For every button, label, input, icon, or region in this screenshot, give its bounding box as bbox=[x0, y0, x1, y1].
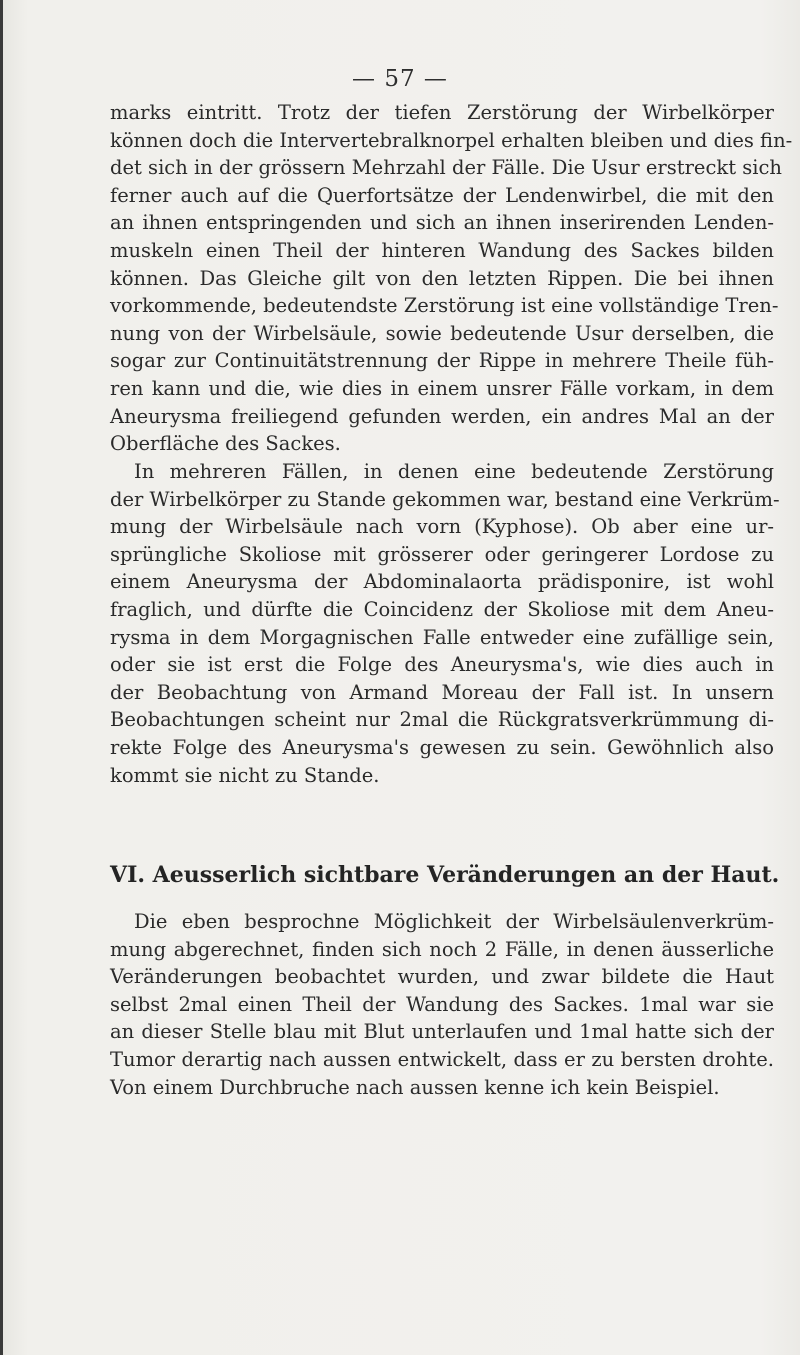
text-line: vorkommende, bedeutendste Zerstörung ist eine vollständige Tren- bbox=[110, 294, 779, 318]
section-heading: VI. Aeusserlich sichtbare Veränderungen an der Haut. bbox=[110, 862, 780, 888]
text-line: selbst 2mal einen Theil der Wandung des Sackes. 1mal war sie bbox=[110, 992, 774, 1016]
text-line: Von einem Durchbruche nach aussen kenne ich kein Beispiel. bbox=[110, 1075, 720, 1099]
text-line: mung abgerechnet, finden sich noch 2 Fälle, in denen äusserliche bbox=[110, 937, 774, 961]
text-line: mung der Wirbelsäule nach vorn (Kyphose). Ob aber eine ur- bbox=[110, 515, 774, 539]
text-line: der Wirbelkörper zu Stande gekommen war, bestand eine Verkrüm- bbox=[110, 487, 780, 511]
text-line: muskeln einen Theil der hinteren Wandung des Sackes bilden bbox=[110, 238, 774, 262]
text-line: Veränderungen beobachtet wurden, und zwar bildete die Haut bbox=[110, 965, 774, 989]
text-line: sogar zur Continuitätstrennung der Rippe in mehrere Theile füh- bbox=[110, 349, 774, 373]
text-line: sprüngliche Skoliose mit grösserer oder geringerer Lordose zu bbox=[110, 542, 774, 566]
text-line: ren kann und die, wie dies in einem unsrer Fälle vorkam, in dem bbox=[110, 376, 774, 400]
text-line: Beobachtungen scheint nur 2mal die Rückgratsverkrümmung di- bbox=[110, 708, 774, 732]
text-line: ferner auch auf die Querfortsätze der Lendenwirbel, die mit den bbox=[110, 183, 774, 207]
page-binding-edge bbox=[0, 0, 3, 1355]
text-line: nung von der Wirbelsäule, sowie bedeutende Usur derselben, die bbox=[110, 321, 774, 345]
text-line: kommt sie nicht zu Stande. bbox=[110, 763, 380, 787]
paragraph-continuation bbox=[110, 99, 793, 458]
text-line: In mehreren Fällen, in denen eine bedeutende Zerstörung bbox=[134, 460, 774, 483]
text-line: rysma in dem Morgagnischen Falle entweder eine zufällige sein, bbox=[110, 625, 774, 649]
paragraph-kyphosis bbox=[110, 458, 780, 789]
text-line: Die eben besprochne Möglichkeit der Wirbelsäulenverkrüm- bbox=[134, 910, 774, 933]
text-line: Oberfläche des Sackes. bbox=[110, 432, 341, 456]
text-line: Tumor derartig nach aussen entwickelt, dass er zu bersten drohte. bbox=[110, 1047, 774, 1071]
text-line: Aneurysma freiliegend gefunden werden, ein andres Mal an der bbox=[110, 404, 774, 428]
text-line: können doch die Intervertebralknorpel erhalten bleiben und dies fin- bbox=[110, 128, 793, 152]
text-line: einem Aneurysma der Abdominalaorta prädisponire, ist wohl bbox=[110, 570, 774, 594]
text-line: rekte Folge des Aneurysma's gewesen zu sein. Gewöhnlich also bbox=[110, 735, 774, 759]
text-line: können. Das Gleiche gilt von den letzten Rippen. Die bei ihnen bbox=[110, 266, 774, 290]
text-line: det sich in der grössern Mehrzahl der Fälle. Die Usur erstreckt sich bbox=[110, 156, 782, 180]
text-line: fraglich, und dürfte die Coincidenz der Skoliose mit dem Aneu- bbox=[110, 597, 774, 621]
text-line: oder sie ist erst die Folge des Aneurysma's, wie dies auch in bbox=[110, 653, 774, 677]
text-line: an ihnen entspringenden und sich an ihnen inserirenden Lenden- bbox=[110, 211, 774, 235]
text-line: der Beobachtung von Armand Moreau der Fall ist. In unsern bbox=[110, 680, 774, 704]
page-number: — 57 — bbox=[352, 66, 448, 92]
paragraph-skin-changes bbox=[110, 908, 774, 1101]
text-line: marks eintritt. Trotz der tiefen Zerstörung der Wirbelkörper bbox=[110, 101, 774, 124]
text-line: an dieser Stelle blau mit Blut unterlaufen und 1mal hatte sich der bbox=[110, 1020, 774, 1044]
